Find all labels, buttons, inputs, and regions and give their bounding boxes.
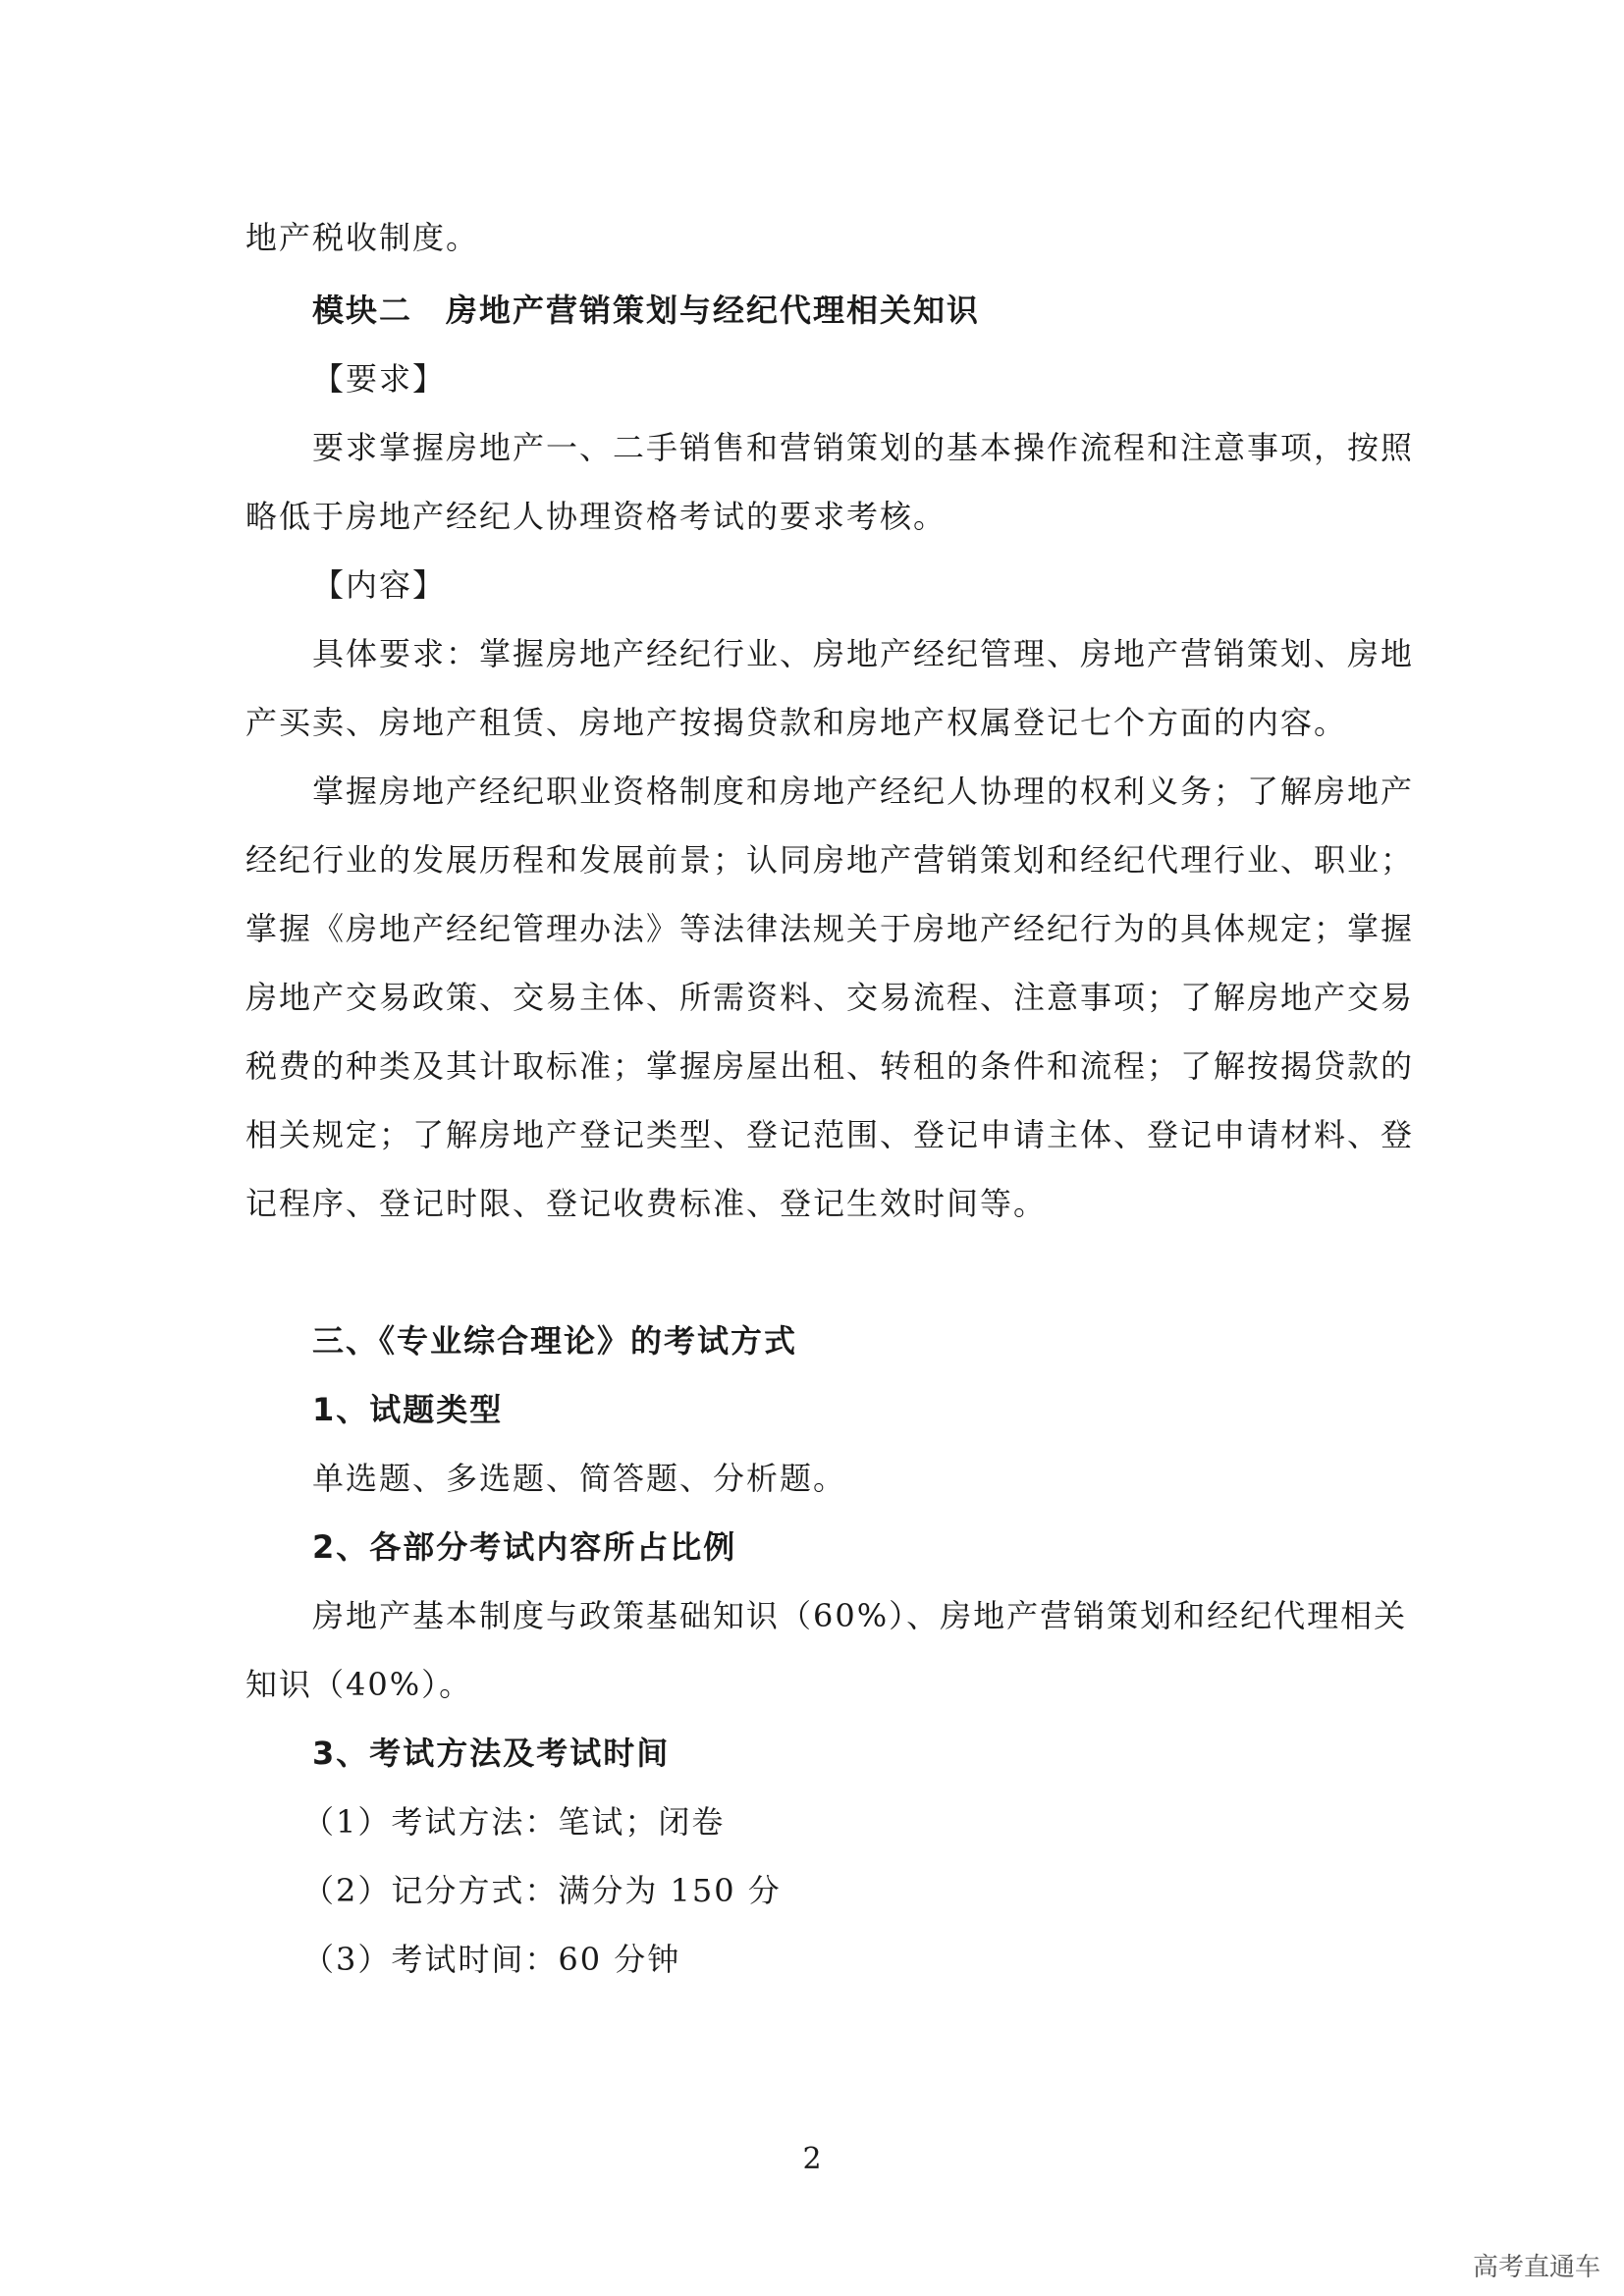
subsection-heading: 2、各部分考试内容所占比例	[312, 1528, 737, 1566]
text-line: 产买卖、房地产租赁、房地产按揭贷款和房地产权属登记七个方面的内容。	[245, 704, 1348, 741]
list-item: （2）记分方式：满分为 150 分	[302, 1872, 782, 1909]
text-line: 要求掌握房地产一、二手销售和营销策划的基本操作流程和注意事项，按照	[312, 429, 1415, 466]
requirement-label: 【要求】	[312, 360, 447, 398]
text-line: 掌握《房地产经纪管理办法》等法律法规关于房地产经纪行为的具体规定；掌握	[245, 910, 1415, 947]
text-line: 记程序、登记时限、登记收费标准、登记生效时间等。	[245, 1185, 1048, 1222]
text-line: 略低于房地产经纪人协理资格考试的要求考核。	[245, 498, 947, 535]
watermark: 高考直通车	[1467, 2250, 1606, 2285]
text-line: 具体要求：掌握房地产经纪行业、房地产经纪管理、房地产营销策划、房地	[312, 635, 1415, 672]
section-heading: 三、《专业综合理论》的考试方式	[312, 1322, 798, 1360]
text-line: 税费的种类及其计取标准；掌握房屋出租、转租的条件和流程；了解按揭贷款的	[245, 1047, 1415, 1085]
text-line: 房地产交易政策、交易主体、所需资料、交易流程、注意事项；了解房地产交易	[245, 979, 1415, 1016]
subsection-heading: 3、考试方法及考试时间	[312, 1735, 671, 1772]
module-heading: 模块二 房地产营销策划与经纪代理相关知识	[312, 292, 981, 329]
list-item: （3）考试时间：60 分钟	[302, 1941, 681, 1978]
page-number: 2	[802, 2142, 822, 2176]
text-line: 知识（40%）。	[245, 1666, 473, 1703]
list-item: （1）考试方法：笔试；闭卷	[302, 1803, 726, 1841]
text-line: 掌握房地产经纪职业资格制度和房地产经纪人协理的权利义务；了解房地产	[312, 773, 1415, 810]
text-line: 房地产基本制度与政策基础知识（60%）、房地产营销策划和经纪代理相关	[312, 1597, 1408, 1634]
text-line: 相关规定；了解房地产登记类型、登记范围、登记申请主体、登记申请材料、登	[245, 1116, 1415, 1153]
content-label: 【内容】	[312, 566, 447, 604]
text-line: 经纪行业的发展历程和发展前景；认同房地产营销策划和经纪代理行业、职业；	[245, 841, 1415, 879]
subsection-heading: 1、试题类型	[312, 1391, 504, 1428]
text-line: 单选题、多选题、简答题、分析题。	[312, 1460, 847, 1497]
text-line: 地产税收制度。	[245, 219, 480, 256]
